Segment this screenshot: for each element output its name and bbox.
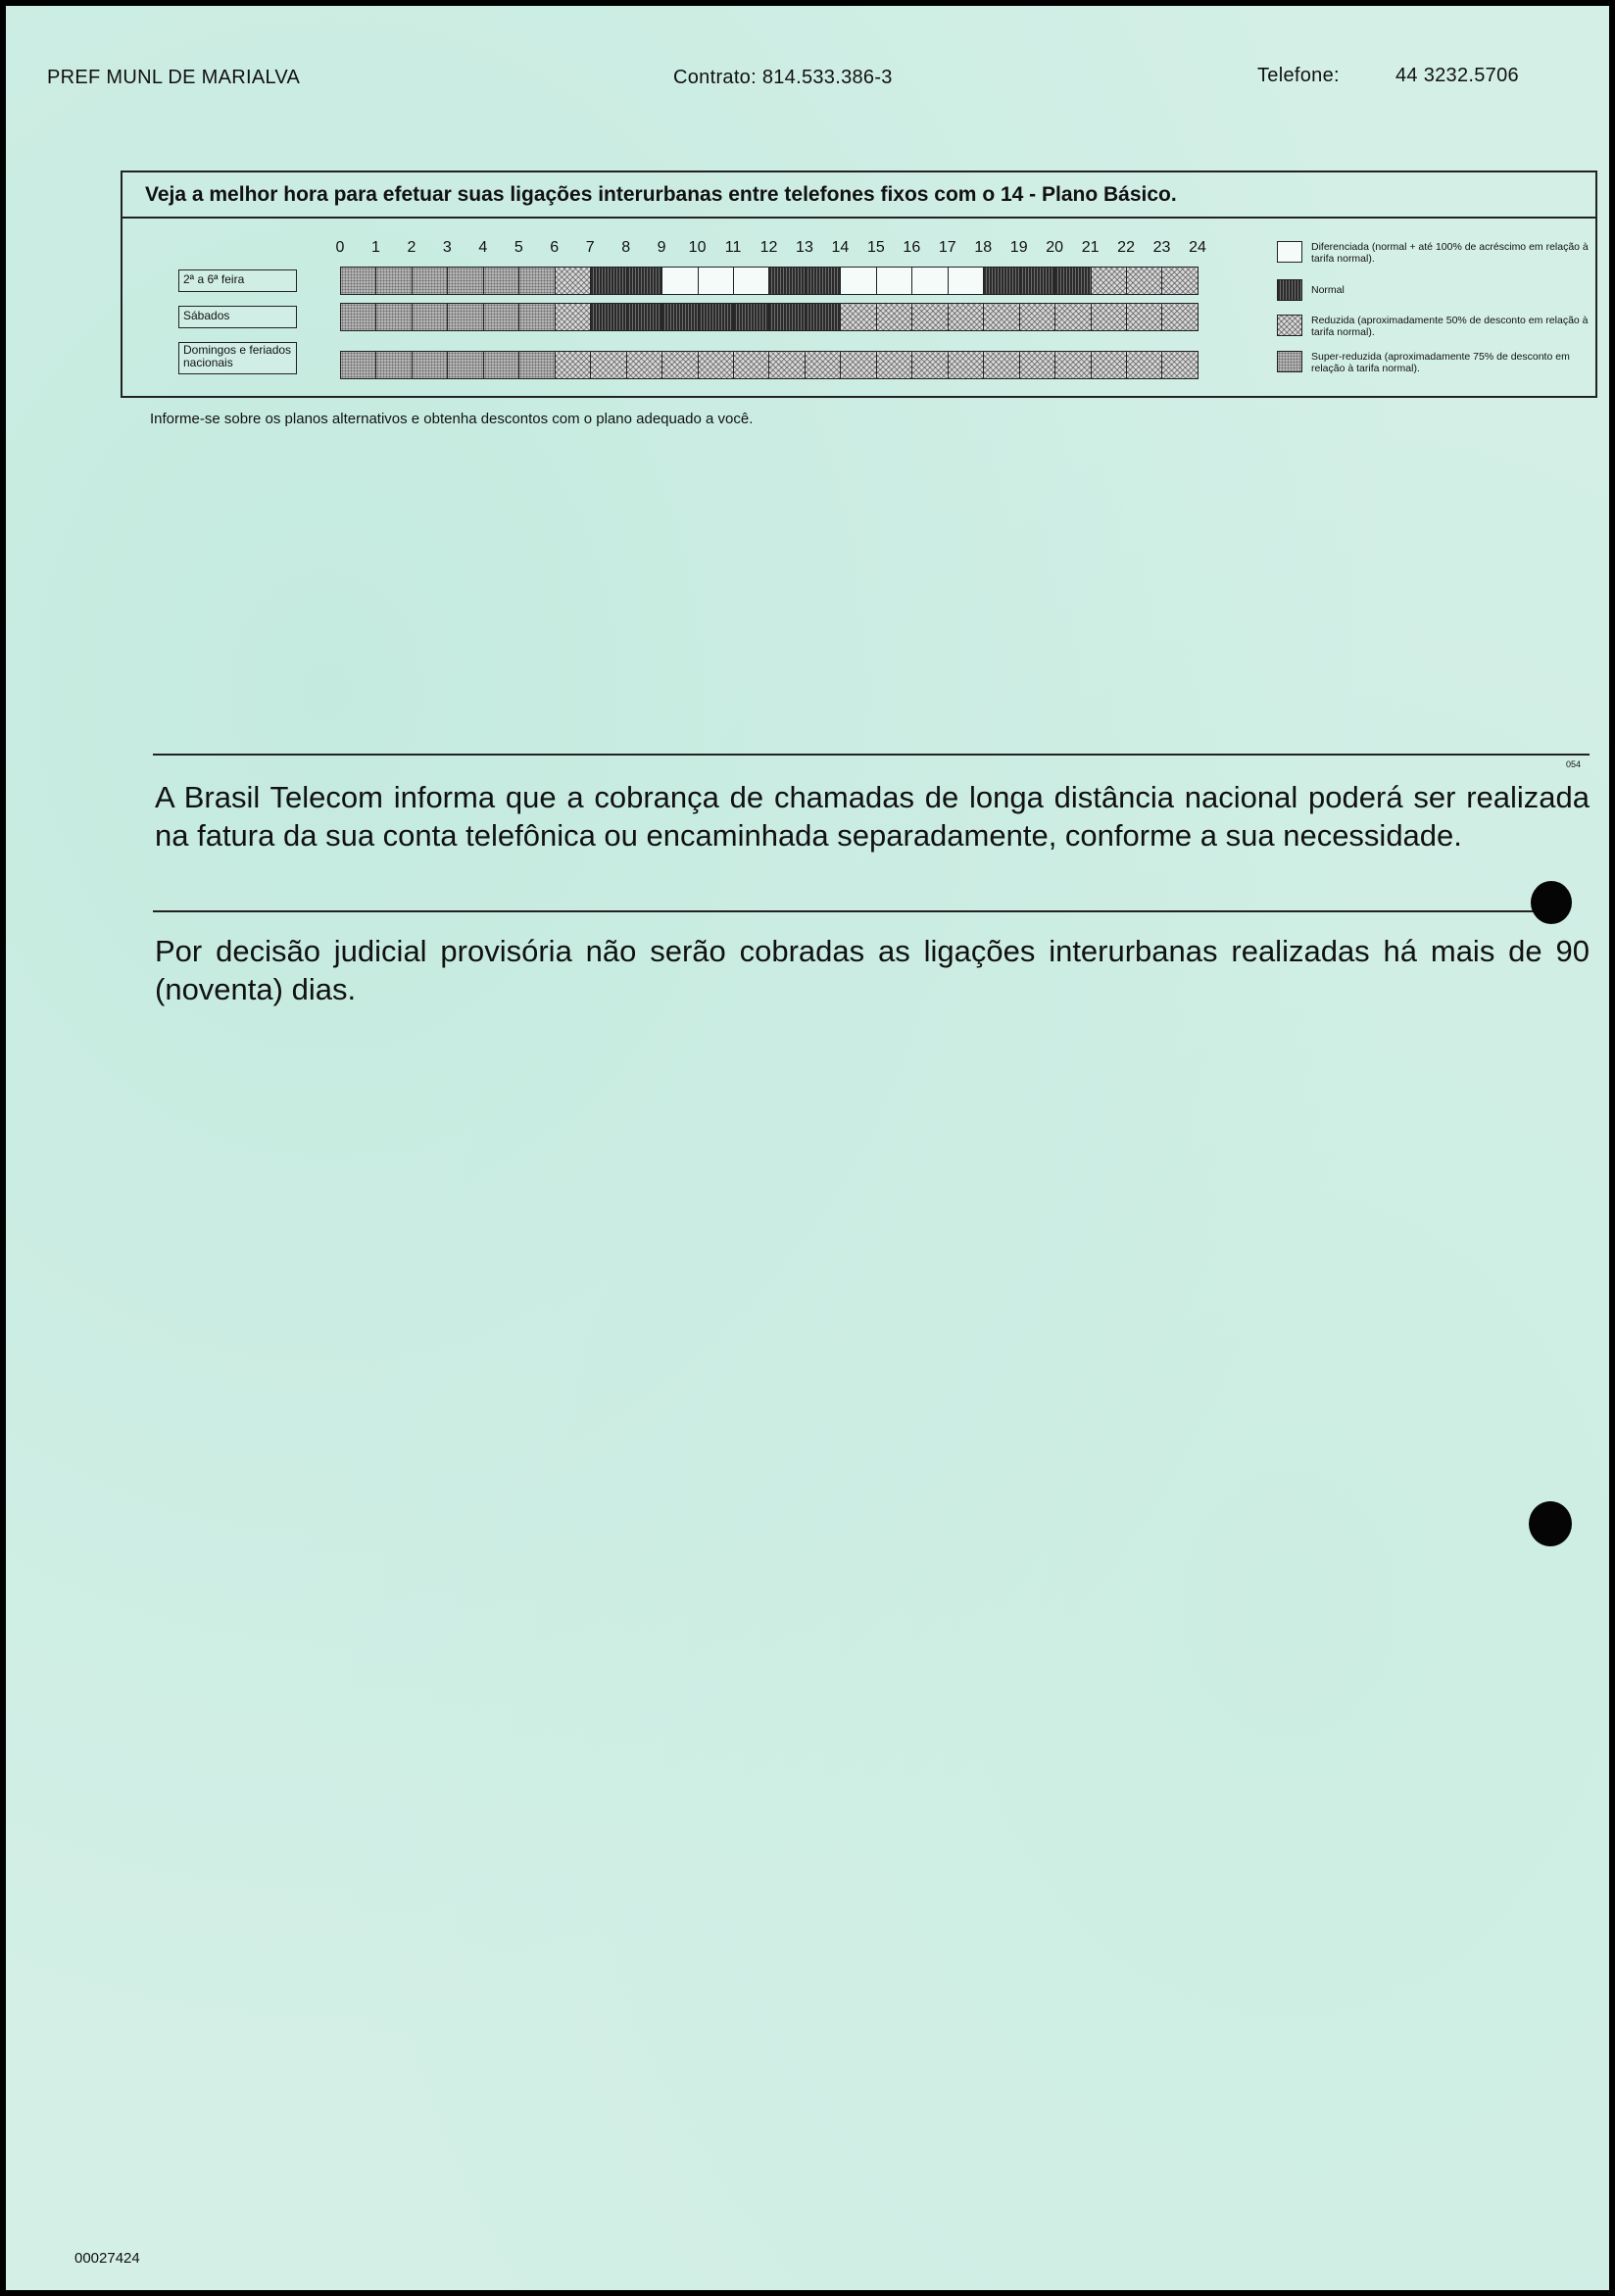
rate-cell <box>805 267 841 295</box>
row-label-weekdays: 2ª a 6ª feira <box>178 269 297 292</box>
rate-cell <box>876 351 912 379</box>
rate-cell <box>983 267 1019 295</box>
hour-label: 20 <box>1046 239 1064 256</box>
rate-cell <box>1054 351 1091 379</box>
rate-cell <box>1054 303 1091 331</box>
hour-label: 23 <box>1152 239 1171 256</box>
rate-cell <box>805 303 841 331</box>
rate-cell <box>483 267 519 295</box>
rate-cell <box>447 351 483 379</box>
rate-cell <box>375 267 412 295</box>
rate-cell <box>447 267 483 295</box>
rate-cell <box>1054 267 1091 295</box>
rate-cell <box>555 351 591 379</box>
legend-swatch-super-reduced <box>1277 351 1302 372</box>
notice-code: 054 <box>1566 759 1582 769</box>
rate-cell <box>911 303 948 331</box>
rate-cell <box>1161 267 1198 295</box>
customer-name: PREF MUNL DE MARIALVA <box>47 67 301 88</box>
hour-label: 21 <box>1081 239 1100 256</box>
rate-cell <box>590 351 626 379</box>
legend-text-reduced: Reduzida (aproximadamente 50% de desconto em relação à tarifa normal). <box>1311 315 1589 338</box>
rate-cell <box>768 303 805 331</box>
rate-cell <box>518 351 555 379</box>
legend-swatch-reduced <box>1277 315 1302 336</box>
rate-cell <box>412 267 448 295</box>
rate-cell <box>1126 303 1162 331</box>
hour-label: 1 <box>371 239 380 256</box>
hour-label: 14 <box>831 239 850 256</box>
rate-cell <box>447 303 483 331</box>
hour-label: 15 <box>866 239 885 256</box>
rate-cell <box>1161 351 1198 379</box>
rate-cell <box>1019 351 1055 379</box>
rate-cell <box>1091 303 1127 331</box>
rate-cell <box>661 267 698 295</box>
rate-cell <box>1126 267 1162 295</box>
rate-row-weekdays <box>340 267 1198 295</box>
rate-cell <box>1126 351 1162 379</box>
rate-cell <box>768 267 805 295</box>
rate-cell <box>375 351 412 379</box>
hour-label: 19 <box>1009 239 1028 256</box>
rate-cell <box>340 351 376 379</box>
rate-cell <box>840 267 876 295</box>
hour-label: 22 <box>1117 239 1135 256</box>
hour-label: 18 <box>974 239 993 256</box>
rate-cell <box>626 267 662 295</box>
row-label-saturdays: Sábados <box>178 306 297 328</box>
rate-row-saturdays <box>340 303 1198 331</box>
legend-swatch-differentiated <box>1277 241 1302 263</box>
rate-cell <box>876 303 912 331</box>
hour-label: 8 <box>621 239 631 256</box>
rate-cell <box>911 267 948 295</box>
rate-cell <box>983 351 1019 379</box>
notice-middle-rule <box>153 910 1564 912</box>
hour-label: 6 <box>550 239 560 256</box>
rate-cell <box>768 351 805 379</box>
notice-top-rule <box>153 754 1590 756</box>
notice-judicial: Por decisão judicial provisória não serão cobradas as ligações interurbanas realizadas há mais de 90 (noventa) dias. <box>155 934 1590 1006</box>
rate-cell <box>1091 351 1127 379</box>
hour-label: 10 <box>688 239 707 256</box>
rate-cell <box>518 303 555 331</box>
hour-label: 16 <box>903 239 921 256</box>
document-code: 00027424 <box>74 2250 140 2267</box>
rate-table <box>121 171 1597 398</box>
rate-cell <box>626 303 662 331</box>
hour-label: 24 <box>1189 239 1206 256</box>
rate-cell <box>840 303 876 331</box>
rate-cell <box>340 267 376 295</box>
notice-billing: A Brasil Telecom informa que a cobrança de chamadas de longa distância nacional poderá ser realizada na fatura da sua conta telefônica ou encaminhada separadamente, conforme a sua necessidade. <box>155 780 1590 853</box>
rate-cell <box>375 303 412 331</box>
rate-cell <box>661 303 698 331</box>
hour-label: 3 <box>442 239 452 256</box>
rate-cell <box>340 303 376 331</box>
hour-label: 2 <box>407 239 416 256</box>
legend-text-normal: Normal <box>1311 284 1345 296</box>
rate-cell <box>483 303 519 331</box>
rate-cell <box>1019 267 1055 295</box>
hour-label: 11 <box>724 239 742 256</box>
hour-label: 5 <box>514 239 523 256</box>
rate-cell <box>518 267 555 295</box>
rate-cell <box>948 351 984 379</box>
rate-cell <box>983 303 1019 331</box>
rate-cell <box>698 303 734 331</box>
legend-swatch-normal <box>1277 279 1302 301</box>
rate-cell <box>555 303 591 331</box>
phone-number: 44 3232.5706 <box>1395 65 1519 86</box>
hour-label: 4 <box>478 239 488 256</box>
rate-cell <box>733 351 769 379</box>
rate-cell <box>911 351 948 379</box>
rate-cell <box>1161 303 1198 331</box>
hour-label: 9 <box>657 239 666 256</box>
hour-label: 12 <box>759 239 778 256</box>
rate-row-sundays-holidays <box>340 351 1198 379</box>
hour-label: 7 <box>585 239 595 256</box>
rate-cell <box>483 351 519 379</box>
legend-text-super-reduced: Super-reduzida (aproximadamente 75% de desconto em relação à tarifa normal). <box>1311 351 1570 374</box>
punch-hole <box>1531 881 1572 924</box>
rate-cell <box>412 351 448 379</box>
rate-cell <box>626 351 662 379</box>
rate-cell <box>698 267 734 295</box>
rate-cell <box>948 267 984 295</box>
hour-label: 17 <box>938 239 956 256</box>
row-label-sundays-holidays: Domingos e feriados nacionais <box>178 342 297 374</box>
rate-cell <box>1019 303 1055 331</box>
hour-label: 0 <box>335 239 345 256</box>
rate-cell <box>733 303 769 331</box>
bill-page <box>6 6 1609 2290</box>
punch-hole <box>1529 1501 1572 1546</box>
rate-cell <box>412 303 448 331</box>
rate-cell <box>590 303 626 331</box>
plans-info-line: Informe-se sobre os planos alternativos e obtenha descontos com o plano adequado a você. <box>150 411 754 427</box>
rate-cell <box>840 351 876 379</box>
rate-cell <box>590 267 626 295</box>
rate-cell <box>555 267 591 295</box>
rate-cell <box>661 351 698 379</box>
rate-cell <box>948 303 984 331</box>
rate-cell <box>698 351 734 379</box>
contract-number: Contrato: 814.533.386-3 <box>673 67 893 88</box>
legend-text-differentiated: Diferenciada (normal + até 100% de acréscimo em relação à tarifa normal). <box>1311 241 1589 265</box>
rate-table-title: Veja a melhor hora para efetuar suas ligações interurbanas entre telefones fixos com o 14 - Plano Básico. <box>122 172 1595 219</box>
hour-label: 13 <box>796 239 813 256</box>
rate-cell <box>805 351 841 379</box>
rate-cell <box>876 267 912 295</box>
phone-label: Telefone: <box>1257 65 1340 86</box>
rate-cell <box>733 267 769 295</box>
rate-cell <box>1091 267 1127 295</box>
